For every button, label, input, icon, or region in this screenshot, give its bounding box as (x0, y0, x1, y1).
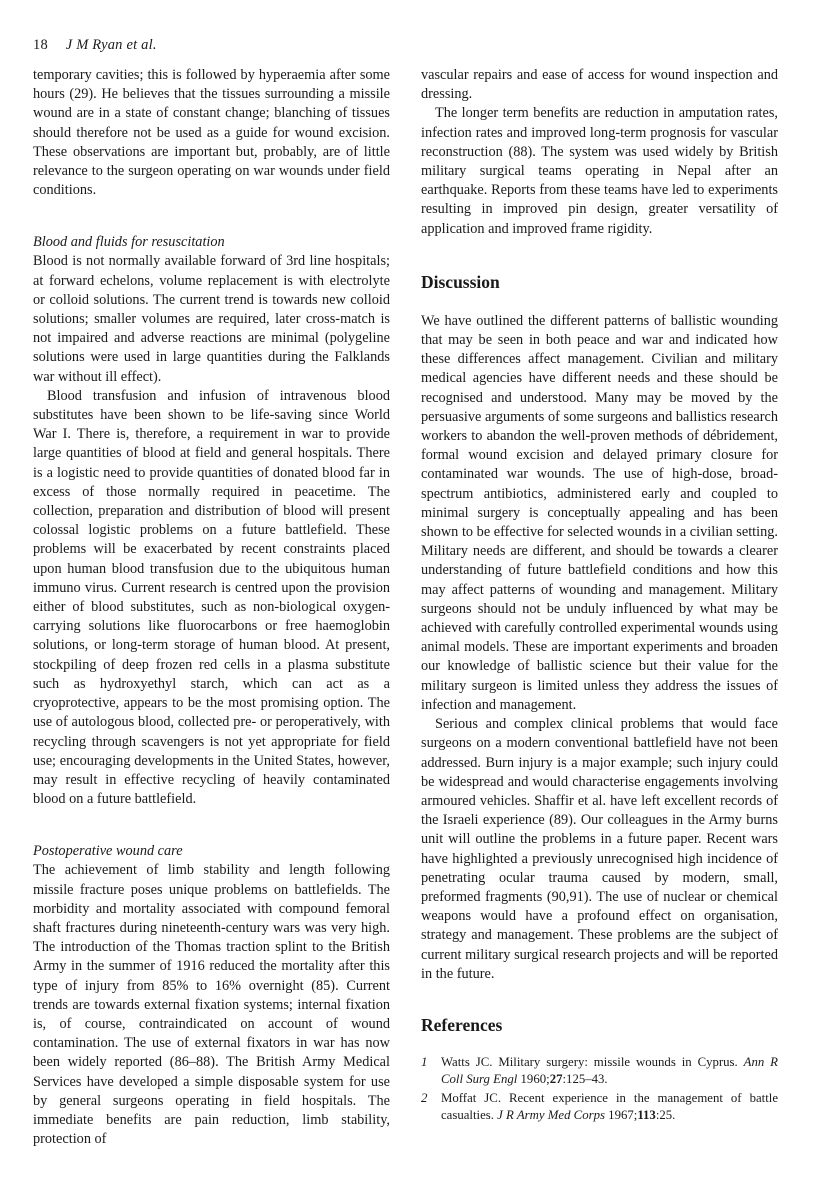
paragraph: The achievement of limb stability and length following missile fracture poses unique problems on battlefields. The morbidity and mortality associated with compound femoral shaft fractures during nineteenth-century wars was very high. The introduction of the Thomas traction splint to the British Army in the summer of 1916 reduced the mortality after this type of injury from 85% to 16% overnight (85). Current trends are towards external fixation systems; internal fixation is, of course, contraindicated on account of wound contamination. The use of external fixators in war has now been widely reported (86–88). The British Army Medical Services have developed a simple disposable system for use by general surgeons operating in field hospitals. The immediate benefits are pain reduction, limb stability, protection of (33, 862, 390, 1148)
running-head (33, 37, 157, 54)
reference-number: 1 (421, 1054, 428, 1069)
reference-year: 1960; (520, 1071, 550, 1086)
reference-journal: J R Army Med Corps (497, 1107, 605, 1122)
paragraph: Serious and complex clinical problems that would face surgeons on a modern conventional battlefield have not been addressed. Burn injury is a major example; such injury could be widespread and would characterise engagements involving armoured vehicles. Shaffir et al. have left excellent records of the Israeli experience (89). Our colleagues in the Army burns unit will outline the problems in a future paper. Recent wars have highlighted a previously unrecognised high incidence of penetrating ocular trauma caused by modern, small, preformed fragments (90,91). The use of nuclear or chemical weapons would have a profound effect on organisation, strategy and management. These problems are the subject of current military surgical research projects and will be reported in the future. (421, 716, 778, 982)
running-authors: J M Ryan et al. (65, 37, 157, 53)
page-number: 18 (33, 37, 48, 53)
reference-list (421, 1054, 778, 1123)
reference-volume: 113 (637, 1107, 656, 1122)
paragraph: Blood transfusion and infusion of intravenous blood substitutes have been shown to be life-saving since World War I. There is, therefore, a requirement in war to provide large quantities of blood at field and general hospitals. There is a logistic need to provide quantities of donated blood far in excess of those normally required in peacetime. The collection, preparation and distribution of blood will present colossal logistic problems on a future battlefield. These problems will be exacerbated by recent constraints placed upon human blood transfusion due to the ubiquitous human immuno virus. Current research is centred upon the provision either of blood substitutes, such as non-biological oxygen-carrying solutions like fluorocarbons or free haemoglobin solutions, or long-term storage of human blood. At present, stockpiling of deep frozen red cells in a plasma substitute such as hydroxyethyl starch, which can act as a cryoprotective, appears to be the most promising option. The use of autologous blood, collected pre- or peroperatively, with recycling through scavengers is not yet appropriate for field use; encouraging developments in the United States, however, may result in effective recycling of heavily contaminated blood on a future battlefield. (33, 387, 390, 808)
left-column (33, 66, 390, 1149)
reference-item (421, 1090, 778, 1123)
subheading-postoperative-wound-care: Postoperative wound care (33, 843, 183, 860)
reference-volume: 27 (549, 1071, 563, 1086)
reference-text: Watts JC. Military surgery: missile wounds in Cyprus. (441, 1054, 738, 1069)
paragraph: Blood is not normally available forward of 3rd line hospitals; at forward echelons, volume replacement is with electrolyte or colloid solutions. The current trend is towards new colloid solutions; smaller volumes are required, later cross-match is not impaired and adverse reactions are minimal (polygeline solutions were used in large quantities during the Falklands war without ill effect). (33, 253, 390, 385)
reference-item (421, 1054, 778, 1087)
reference-year: 1967; (608, 1107, 638, 1122)
reference-number: 2 (421, 1091, 428, 1106)
paragraph: The longer term benefits are reduction in amputation rates, infection rates and improved long-term prognosis for vascular reconstruction (88). The system was used widely by British military surgical teams operating in Nepal after an earthquake. Reports from these teams have led to experiments resulting in improved pin design, greater versatility of application and improved frame rigidity. (421, 105, 778, 237)
section-heading-discussion: Discussion (421, 271, 500, 292)
section-heading-references: References (421, 1014, 503, 1035)
paragraph: We have outlined the different patterns of ballistic wounding that may be seen in both peace and war and indicated how these differences affect management. Civilian and military medical agencies have different needs and these should be recognised and understood. Many may be moved by the persuasive arguments of some surgeons and ballistics research workers to abandon the well-proven methods of débridement, formal wound excision and delayed primary closure for contaminated war wounds. The use of high-dose, broad-spectrum antibiotics, administered early and coupled to minimal surgery is conceptually appealing and has been shown to be effective for selected wounds in a civilian setting. Military needs are different, and should be towards a clearer understanding of future battlefield conditions and how this may affect patterns of wounding and management. Military surgeons should not be unduly influenced by what may be achieved with carefully controlled experimental wounds using animal models. These are important experiments and broaden our knowledge of ballistic science but their value for the military surgeon is limited unless they address the issues of infection and management. (421, 312, 778, 713)
reference-pages: :125–43. (562, 1071, 608, 1086)
subheading-blood-fluids: Blood and fluids for resuscitation (33, 234, 225, 251)
reference-text: Moffat JC. Recent experience in the management of battle casualties. (441, 1091, 778, 1122)
reference-pages: :25. (655, 1107, 676, 1122)
paragraph: vascular repairs and ease of access for wound inspection and dressing. (421, 67, 778, 103)
right-column (421, 66, 778, 1123)
paragraph: temporary cavities; this is followed by hyperaemia after some hours (29). He believes that the tissues surrounding a missile wound are in a state of constant change; blanching of tissues should therefore not be used as a guide for wound excision. These observations are important but, probably, are of little relevance to the surgeon operating on war wounds under field conditions. (33, 67, 390, 199)
reference-journal: Ann R Coll Surg Engl (441, 1054, 778, 1086)
